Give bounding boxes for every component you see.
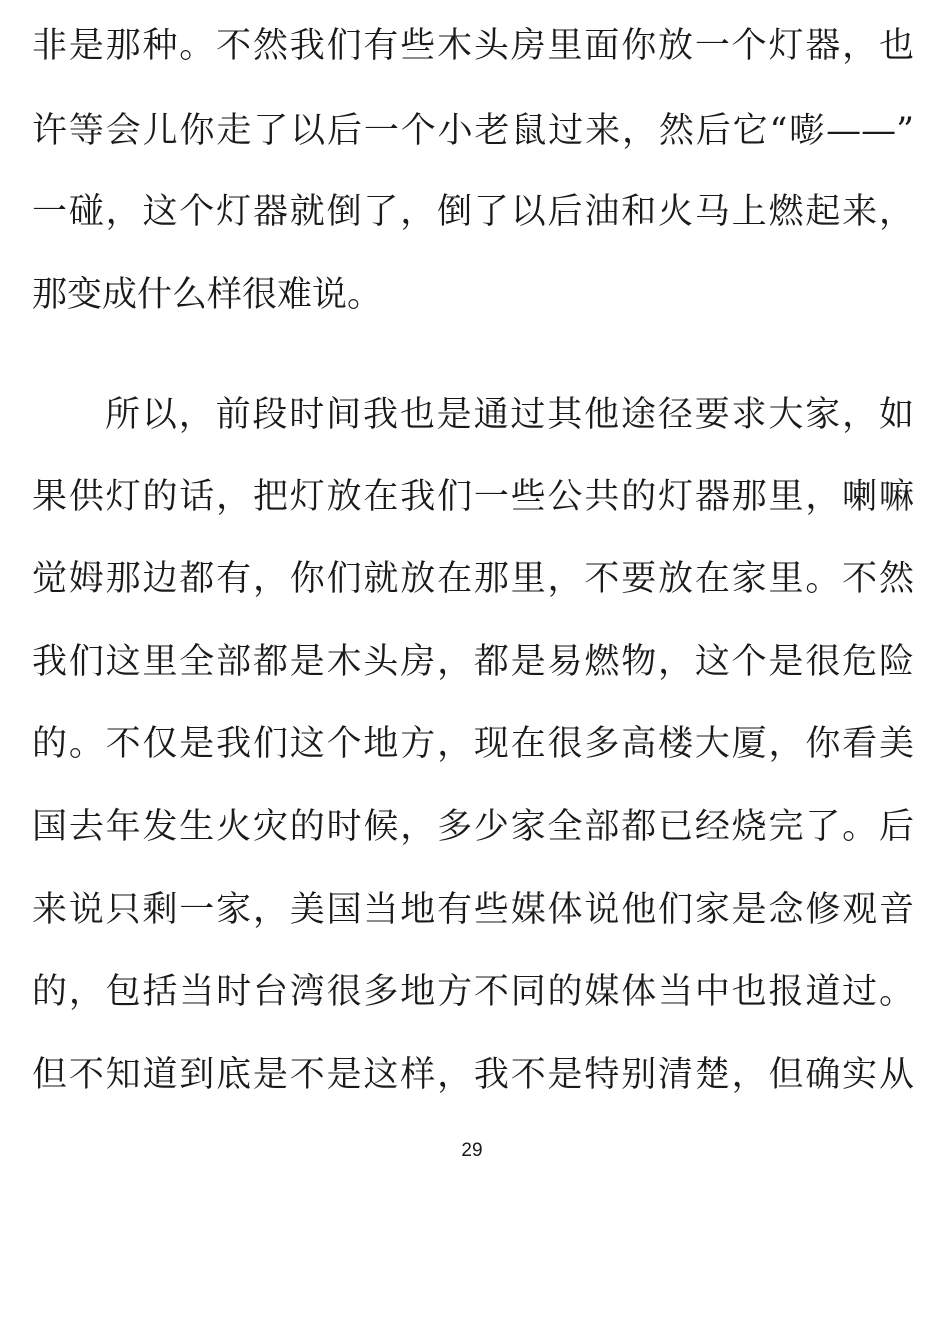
text-line: 所以，前段时间我也是通过其他途径要求大家，如 [105, 395, 914, 435]
text-line: 的，包括当时台湾很多地方不同的媒体当中也报道过。 [32, 972, 914, 1012]
text-line: 觉姆那边都有，你们就放在那里，不要放在家里。不然 [32, 559, 914, 599]
text-line: 来说只剩一家，美国当地有些媒体说他们家是念修观音 [32, 890, 914, 930]
text-line: 国去年发生火灾的时候，多少家全部都已经烧完了。后 [32, 807, 914, 847]
text-line: 许等会儿你走了以后一个小老鼠过来，然后它“嘭——” [32, 111, 914, 151]
text-line: 我们这里全部都是木头房，都是易燃物，这个是很危险 [32, 642, 914, 682]
text-line: 非是那种。不然我们有些木头房里面你放一个灯器，也 [32, 26, 914, 66]
text-line: 的。不仅是我们这个地方，现在很多高楼大厦，你看美 [32, 724, 914, 764]
text-line: 一碰，这个灯器就倒了，倒了以后油和火马上燃起来， [32, 192, 914, 232]
page-number: 29 [461, 1140, 483, 1161]
text-line: 那变成什么样很难说。 [32, 275, 383, 315]
text-line: 果供灯的话，把灯放在我们一些公共的灯器那里，喇嘛 [32, 477, 914, 517]
text-line: 但不知道到底是不是这样，我不是特别清楚，但确实从 [32, 1055, 914, 1095]
